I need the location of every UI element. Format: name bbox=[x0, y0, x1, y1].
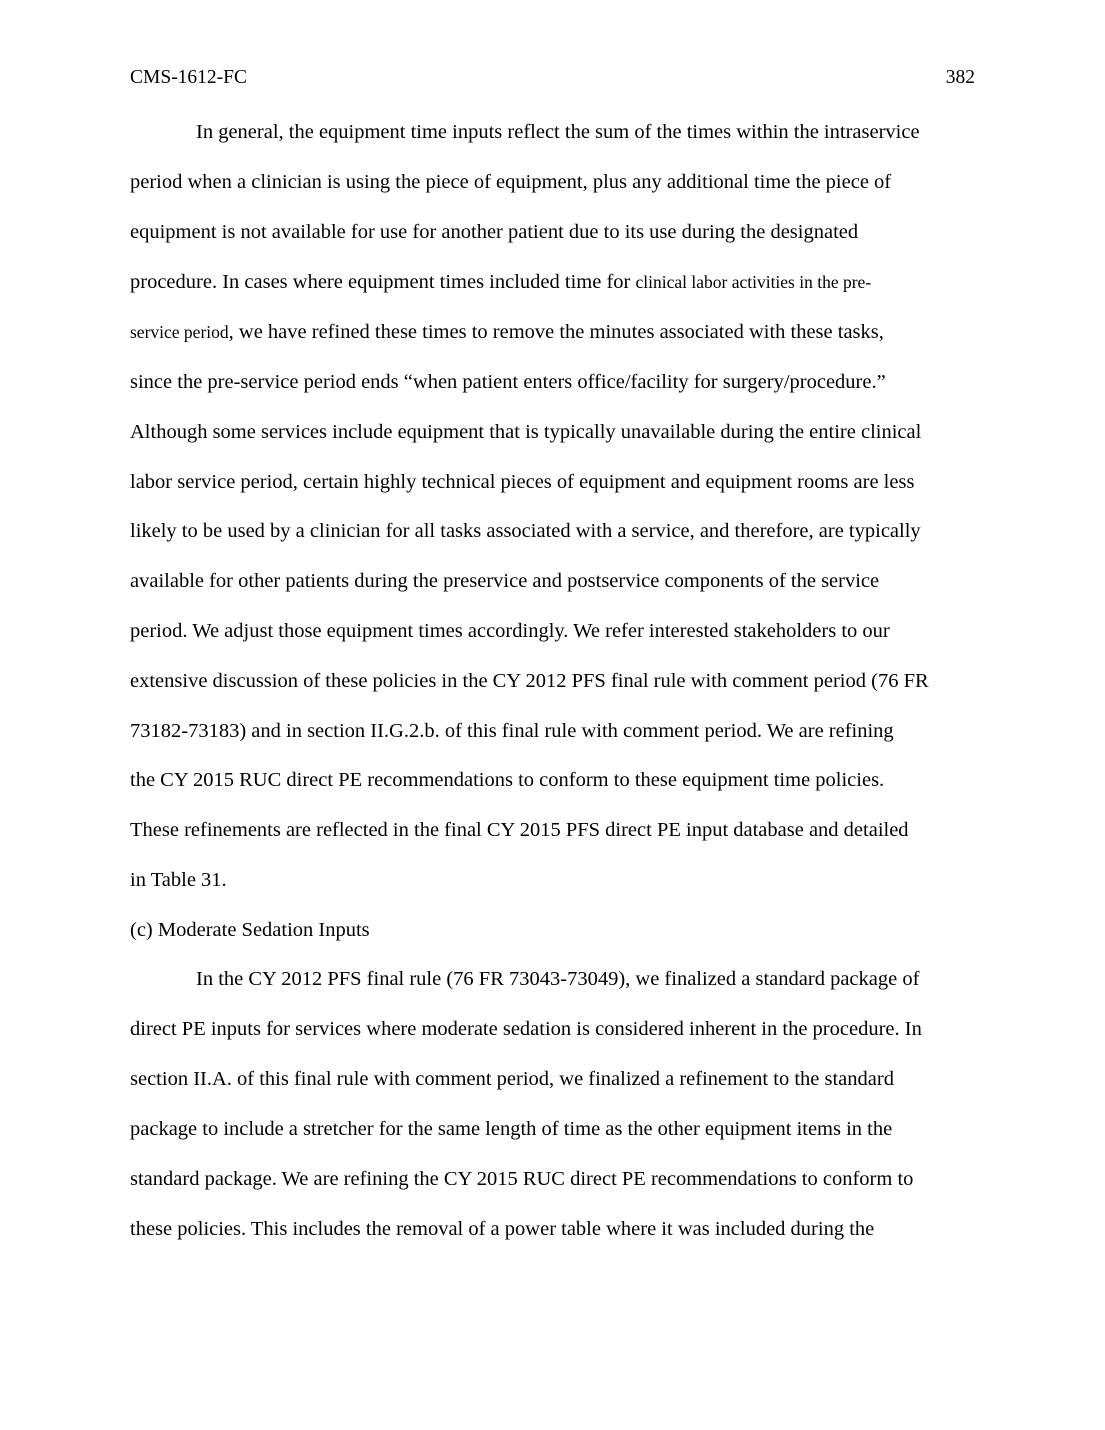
text-line: the CY 2015 RUC direct PE recommendations to conform to these equipment time policies. bbox=[130, 769, 885, 791]
text-line: period when a clinician is using the piece of equipment, plus any additional time the piece of bbox=[130, 171, 892, 193]
text-line bbox=[130, 320, 884, 344]
text-line: direct PE inputs for services where moderate sedation is considered inherent in the procedure. In bbox=[130, 1018, 922, 1040]
text-span: procedure. In cases where equipment times included time for bbox=[130, 271, 636, 293]
text-line: since the pre-service period ends “when patient enters office/facility for surgery/procedure.” bbox=[130, 371, 886, 393]
text-span: , we have refined these times to remove the minutes associated with these tasks, bbox=[228, 321, 884, 343]
text-line: extensive discussion of these policies in the CY 2012 PFS final rule with comment period (76 FR bbox=[130, 670, 929, 692]
text-line bbox=[130, 270, 871, 294]
text-line: these policies. This includes the removal of a power table where it was included during the bbox=[130, 1218, 875, 1240]
text-line: In the CY 2012 PFS final rule (76 FR 73043-73049), we finalized a standard package of bbox=[196, 968, 920, 990]
text-line: period. We adjust those equipment times accordingly. We refer interested stakeholders to our bbox=[130, 620, 890, 642]
text-line: package to include a stretcher for the same length of time as the other equipment items in the bbox=[130, 1118, 893, 1140]
text-line: Although some services include equipment that is typically unavailable during the entire clinical bbox=[130, 421, 922, 443]
section-heading: (c) Moderate Sedation Inputs bbox=[130, 919, 370, 941]
page-number: 382 bbox=[945, 67, 975, 88]
text-line: likely to be used by a clinician for all tasks associated with a service, and therefore, are typically bbox=[130, 520, 921, 542]
text-line: These refinements are reflected in the final CY 2015 PFS direct PE input database and detailed bbox=[130, 819, 909, 841]
text-span-small: clinical labor activities in the pre- bbox=[635, 272, 872, 292]
document-id: CMS-1612-FC bbox=[130, 67, 248, 88]
text-line: standard package. We are refining the CY 2015 RUC direct PE recommendations to conform to bbox=[130, 1168, 914, 1190]
text-line: labor service period, certain highly technical pieces of equipment and equipment rooms are less bbox=[130, 471, 915, 493]
text-line: equipment is not available for use for another patient due to its use during the designated bbox=[130, 221, 859, 243]
text-line: section II.A. of this final rule with comment period, we finalized a refinement to the standard bbox=[130, 1068, 894, 1090]
text-line: In general, the equipment time inputs reflect the sum of the times within the intraservice bbox=[196, 121, 920, 143]
text-line: available for other patients during the preservice and postservice components of the service bbox=[130, 570, 880, 592]
text-line: 73182-73183) and in section II.G.2.b. of this final rule with comment period. We are refining bbox=[130, 720, 894, 742]
text-span-small: service period bbox=[130, 322, 229, 342]
text-line: in Table 31. bbox=[130, 869, 227, 891]
